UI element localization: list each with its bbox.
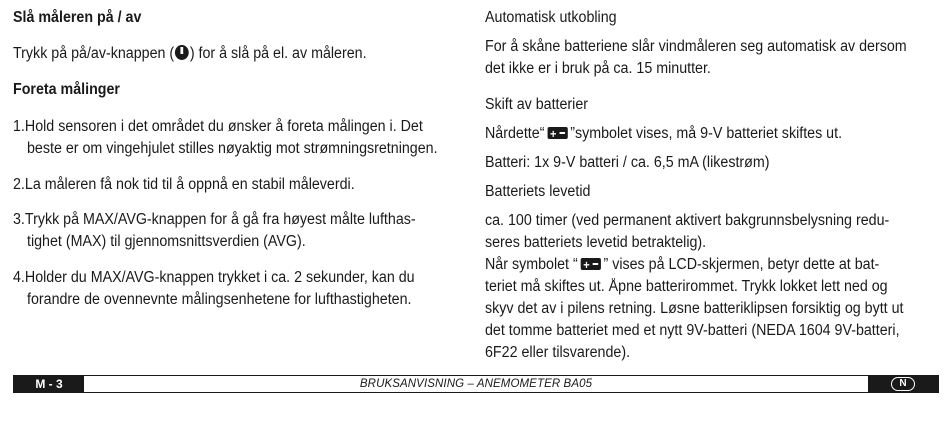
battery-icon xyxy=(580,258,600,270)
auto-off-line2: det ikke er i bruk på ca. 15 minutter. xyxy=(485,60,711,77)
replace-line4: det tomme batteriet med et nytt 9V-batteri (NEDA 1604 9V-batteri, xyxy=(485,322,900,339)
replace-line1: Når symbolet “+ ” vises på LCD-skjermen, betyr dette at bat- xyxy=(485,254,879,276)
replace-line2: teriet må skiftes ut. Åpne batterirommet. Trykk lokket lett ned og xyxy=(485,278,888,295)
heading-power: Slå måleren på / av xyxy=(13,9,142,26)
battery-life-line1: ca. 100 timer (ved permanent aktivert bakgrunnsbelysning redu- xyxy=(485,212,890,229)
language-badge xyxy=(868,376,938,392)
heading-measure: Foreta målinger xyxy=(13,81,120,98)
auto-off-line1: For å skåne batteriene slår vindmåleren seg automatisk av dersom xyxy=(485,38,907,55)
step-3: 3.Trykk på MAX/AVG-knappen for å gå fra høyest målte lufthas- xyxy=(13,211,416,228)
heading-battery-life: Batteriets levetid xyxy=(485,183,591,200)
step-1-cont: beste er om vingehjulet stilles nøyaktig mot strømningsretningen. xyxy=(27,140,438,157)
step-4-cont: forandre de ovennevnte målingsenhetene for lufthastigheten. xyxy=(27,291,412,308)
heading-battery-swap: Skift av batterier xyxy=(485,96,589,113)
battery-spec: Batteri: 1x 9-V batteri / ca. 6,5 mA (likestrøm) xyxy=(485,154,770,171)
step-4: 4.Holder du MAX/AVG-knappen trykket i ca. 2 sekunder, kan du xyxy=(13,269,415,286)
power-button-icon xyxy=(175,45,189,60)
step-2: 2.La måleren få nok tid til å oppnå en stabil måleverdi. xyxy=(13,176,355,193)
step-1: 1.Hold sensoren i det området du ønsker å foreta målingen i. Det xyxy=(13,118,423,135)
heading-auto-off: Automatisk utkobling xyxy=(485,9,617,26)
battery-icon xyxy=(547,127,567,139)
footer-title: BRUKSANVISNING – ANEMOMETER BA05 xyxy=(359,378,593,390)
battery-life-line2: seres batteriets levetid betraktelig). xyxy=(485,234,707,251)
language-code: N xyxy=(891,377,915,391)
replace-line5: 6F22 eller tilsvarende). xyxy=(485,344,631,361)
replace-line3: skyv det av i pilens retning. Løsne batteriklipsen forsiktig og bytt ut xyxy=(485,300,904,317)
page-footer xyxy=(13,375,939,393)
page-number: M - 3 xyxy=(14,376,84,392)
power-instruction: Trykk på på/av-knappen ( ) for å slå på el. av måleren. xyxy=(13,45,367,62)
battery-swap-text: Nårdette“+ ”symbolet vises, må 9-V batteriet skiftes ut. xyxy=(485,123,842,145)
step-3-cont: tighet (MAX) til gjennomsnittsverdien (AVG). xyxy=(27,233,306,250)
